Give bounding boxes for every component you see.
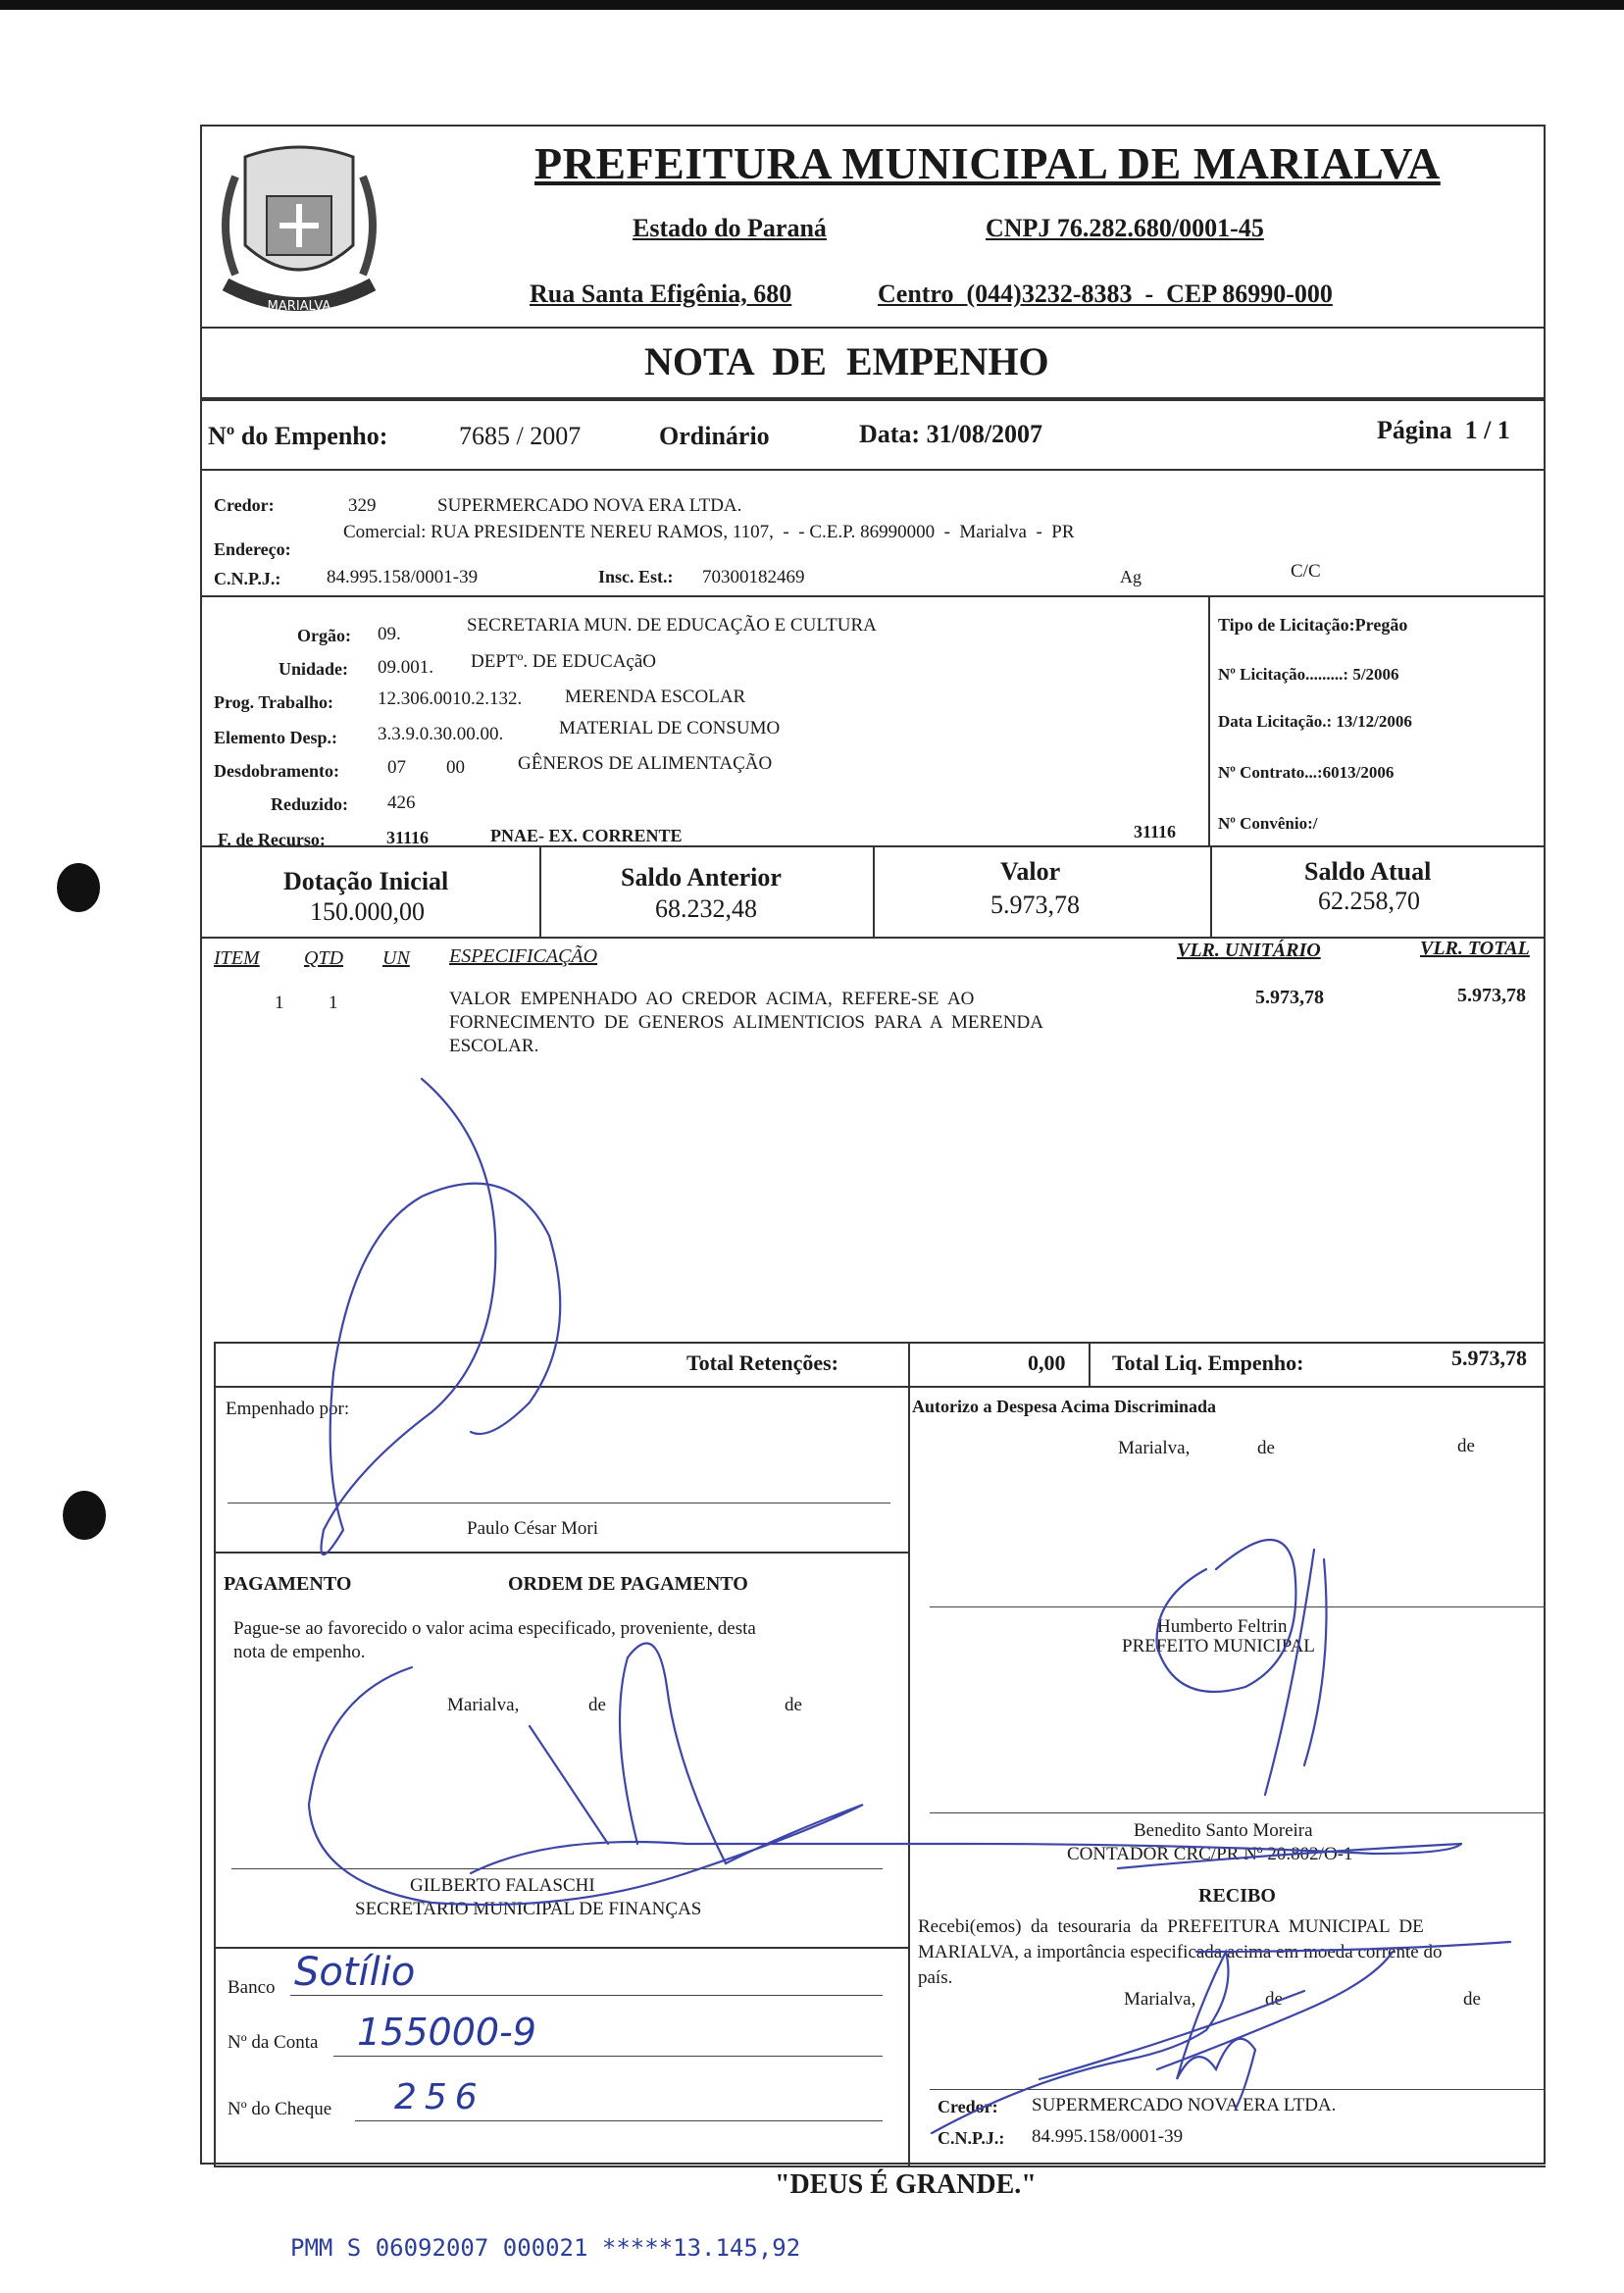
state-registration: 70300182469 bbox=[702, 567, 805, 587]
empenho-number: 7685 / 2007 bbox=[459, 422, 582, 450]
item-description-line-3: ESCOLAR. bbox=[449, 1036, 539, 1056]
address-label: Endereço: bbox=[214, 539, 291, 559]
breakdown-label: Desdobramento: bbox=[214, 761, 339, 781]
motto: "DEUS É GRANDE." bbox=[775, 2169, 1037, 2200]
crest-label: MARIALVA bbox=[267, 299, 331, 314]
program-label: Prog. Trabalho: bbox=[214, 692, 334, 712]
state-name: Estado do Paraná bbox=[633, 214, 827, 242]
resource-code: 31116 bbox=[386, 828, 430, 847]
creditor-address: Comercial: RUA PRESIDENTE NEREU RAMOS, 1107, - - C.E.P. 86990000 - Marialva - PR bbox=[343, 522, 1075, 542]
contract-number: Nº Contrato...:6013/2006 bbox=[1218, 763, 1395, 782]
program-code: 12.306.0010.2.132. bbox=[378, 688, 523, 709]
empenho-type: Ordinário bbox=[659, 422, 770, 450]
balance-label-value: Valor bbox=[1000, 857, 1061, 886]
item-description-line-1: VALOR EMPENHADO AO CREDOR ACIMA, REFERE-SE AO bbox=[449, 989, 975, 1009]
scan-top-border bbox=[0, 0, 1624, 10]
col-specification: ESPECIFICAÇÃO bbox=[449, 945, 598, 967]
balance-label-current: Saldo Atual bbox=[1304, 857, 1432, 886]
payment-city: Marialva, bbox=[447, 1695, 520, 1715]
receipt-text-line-3: país. bbox=[918, 1967, 953, 1988]
element-label: Elemento Desp.: bbox=[214, 728, 337, 747]
bid-date: Data Licitação.: 13/12/2006 bbox=[1218, 712, 1412, 731]
net-total-value: 5.973,78 bbox=[1451, 1346, 1527, 1370]
empenho-date: Data: 31/08/2007 bbox=[859, 420, 1043, 448]
payment-order-label: ORDEM DE PAGAMENTO bbox=[508, 1573, 748, 1595]
unidade-code: 09.001. bbox=[378, 657, 433, 678]
receipt-de-2: de bbox=[1463, 1989, 1481, 2010]
receipt-de-1: de bbox=[1265, 1989, 1283, 2010]
creditor-label: Credor: bbox=[214, 495, 275, 515]
committed-by-name: Paulo César Mori bbox=[467, 1518, 599, 1539]
municipal-crest-icon bbox=[206, 137, 392, 333]
mayor-name: Humberto Feltrin bbox=[1157, 1616, 1288, 1637]
receipt-creditor-name: SUPERMERCADO NOVA ERA LTDA. bbox=[1032, 2095, 1337, 2115]
bank-label: Banco bbox=[228, 1977, 276, 1998]
committed-by-label: Empenhado por: bbox=[226, 1399, 350, 1419]
account-label: Nº da Conta bbox=[228, 2032, 319, 2053]
payment-de-1: de bbox=[588, 1695, 606, 1715]
bid-type: Tipo de Licitação:Pregão bbox=[1218, 615, 1408, 635]
page-number: Página 1 / 1 bbox=[1377, 416, 1510, 444]
balance-value-initial: 150.000,00 bbox=[310, 897, 425, 926]
col-total-value: VLR. TOTAL bbox=[1420, 938, 1530, 959]
orgao-name: SECRETARIA MUN. DE EDUCAÇÃO E CULTURA bbox=[467, 615, 877, 636]
receipt-text-line-2: MARIALVA, a importância especificada acima em moeda corrente do bbox=[918, 1942, 1443, 1962]
municipality-title: PREFEITURA MUNICIPAL DE MARIALVA bbox=[534, 138, 1441, 188]
accountant-name: Benedito Santo Moreira bbox=[1134, 1820, 1313, 1841]
payment-label: PAGAMENTO bbox=[224, 1573, 352, 1595]
item-unit-value: 5.973,78 bbox=[1255, 987, 1324, 1008]
balance-value-previous: 68.232,48 bbox=[655, 894, 757, 923]
creditor-name: SUPERMERCADO NOVA ERA LTDA. bbox=[437, 495, 742, 516]
bid-number: Nº Licitação.........: 5/2006 bbox=[1218, 665, 1399, 684]
check-label: Nº do Cheque bbox=[228, 2099, 332, 2119]
resource-code-right: 31116 bbox=[1134, 822, 1177, 841]
element-name: MATERIAL DE CONSUMO bbox=[559, 718, 781, 739]
item-number: 1 bbox=[275, 993, 284, 1013]
document-title: NOTA DE EMPENHO bbox=[644, 339, 1049, 383]
balance-label-previous: Saldo Anterior bbox=[621, 863, 782, 892]
bank-agency-label: Ag bbox=[1120, 567, 1142, 586]
bank-account-label: C/C bbox=[1291, 561, 1321, 582]
col-unit-value: VLR. UNITÁRIO bbox=[1177, 940, 1321, 961]
binder-hole-top bbox=[57, 863, 100, 912]
orgao-code: 09. bbox=[378, 624, 401, 644]
element-code: 3.3.9.0.30.00.00. bbox=[378, 724, 504, 744]
receipt-cnpj: 84.995.158/0001-39 bbox=[1032, 2126, 1184, 2147]
col-item: ITEM bbox=[214, 947, 260, 969]
resource-label: F. de Recurso: bbox=[218, 830, 326, 849]
balance-value-value: 5.973,78 bbox=[990, 891, 1080, 919]
item-quantity: 1 bbox=[329, 993, 338, 1013]
account-handwritten-value: 155000-9 bbox=[357, 2011, 536, 2054]
payment-de-2: de bbox=[785, 1695, 802, 1715]
net-total-label: Total Liq. Empenho: bbox=[1112, 1350, 1304, 1375]
mayor-title: PREFEITO MUNICIPAL bbox=[1122, 1636, 1315, 1656]
program-name: MERENDA ESCOLAR bbox=[565, 687, 746, 707]
receipt-city: Marialva, bbox=[1124, 1989, 1196, 2010]
receipt-cnpj-label: C.N.P.J.: bbox=[938, 2128, 1005, 2148]
balance-label-initial: Dotação Inicial bbox=[283, 867, 449, 895]
creditor-cnpj-label: C.N.P.J.: bbox=[214, 569, 281, 588]
accountant-title: CONTADOR CRC/PR Nº 20.802/O-1 bbox=[1067, 1844, 1353, 1864]
finance-secretary-name: GILBERTO FALASCHI bbox=[410, 1875, 595, 1896]
orgao-label: Orgão: bbox=[297, 626, 351, 645]
receipt-text-line-1: Recebi(emos) da tesouraria da PREFEITURA MUNICIPAL DE bbox=[918, 1916, 1424, 1937]
municipality-address: Rua Santa Efigênia, 680 bbox=[530, 280, 792, 308]
reduced-label: Reduzido: bbox=[271, 794, 349, 814]
authorize-de-1: de bbox=[1257, 1438, 1275, 1458]
authorize-de-2: de bbox=[1457, 1436, 1475, 1456]
item-total-value: 5.973,78 bbox=[1457, 985, 1526, 1006]
col-qtd: QTD bbox=[304, 947, 344, 969]
empenho-number-label: Nº do Empenho: bbox=[208, 422, 388, 450]
bank-handwritten-value: Sotílio bbox=[294, 1950, 416, 1995]
reduced-code: 426 bbox=[387, 792, 416, 813]
creditor-cnpj: 84.995.158/0001-39 bbox=[327, 567, 479, 587]
resource-name: PNAE- EX. CORRENTE bbox=[490, 826, 683, 845]
binder-hole-bottom bbox=[63, 1491, 106, 1540]
retentions-label: Total Retenções: bbox=[686, 1350, 838, 1375]
breakdown-code-2: 00 bbox=[446, 757, 465, 778]
state-registration-label: Insc. Est.: bbox=[598, 567, 674, 586]
payment-text-line-1: Pague-se ao favorecido o valor acima especificado, proveniente, desta bbox=[233, 1618, 756, 1639]
authorize-text: Autorizo a Despesa Acima Discriminada bbox=[912, 1397, 1216, 1416]
retentions-value: 0,00 bbox=[1028, 1350, 1066, 1375]
creditor-code: 329 bbox=[348, 495, 377, 516]
balance-value-current: 62.258,70 bbox=[1318, 887, 1420, 915]
agreement-number: Nº Convênio:/ bbox=[1218, 814, 1318, 833]
payment-stamp: PMM S 06092007 000021 *****13.145,92 bbox=[290, 2234, 801, 2262]
municipality-contact: Centro (044)3232-8383 - CEP 86990-000 bbox=[878, 280, 1333, 308]
item-description-line-2: FORNECIMENTO DE GENEROS ALIMENTICIOS PARA A MERENDA bbox=[449, 1012, 1043, 1033]
breakdown-name: GÊNEROS DE ALIMENTAÇÃO bbox=[518, 753, 773, 774]
receipt-title: RECIBO bbox=[1198, 1885, 1276, 1907]
municipality-cnpj: CNPJ 76.282.680/0001-45 bbox=[986, 214, 1264, 242]
breakdown-code-1: 07 bbox=[387, 757, 406, 778]
col-un: UN bbox=[382, 947, 410, 969]
receipt-creditor-label: Credor: bbox=[938, 2097, 998, 2116]
unidade-name: DEPTº. DE EDUCAçãO bbox=[471, 651, 656, 672]
unidade-label: Unidade: bbox=[279, 659, 349, 679]
authorize-city: Marialva, bbox=[1118, 1438, 1191, 1458]
finance-secretary-title: SECRETARIO MUNICIPAL DE FINANÇAS bbox=[355, 1899, 702, 1919]
payment-text-line-2: nota de empenho. bbox=[233, 1642, 366, 1662]
check-handwritten-value: 256 bbox=[394, 2077, 485, 2117]
